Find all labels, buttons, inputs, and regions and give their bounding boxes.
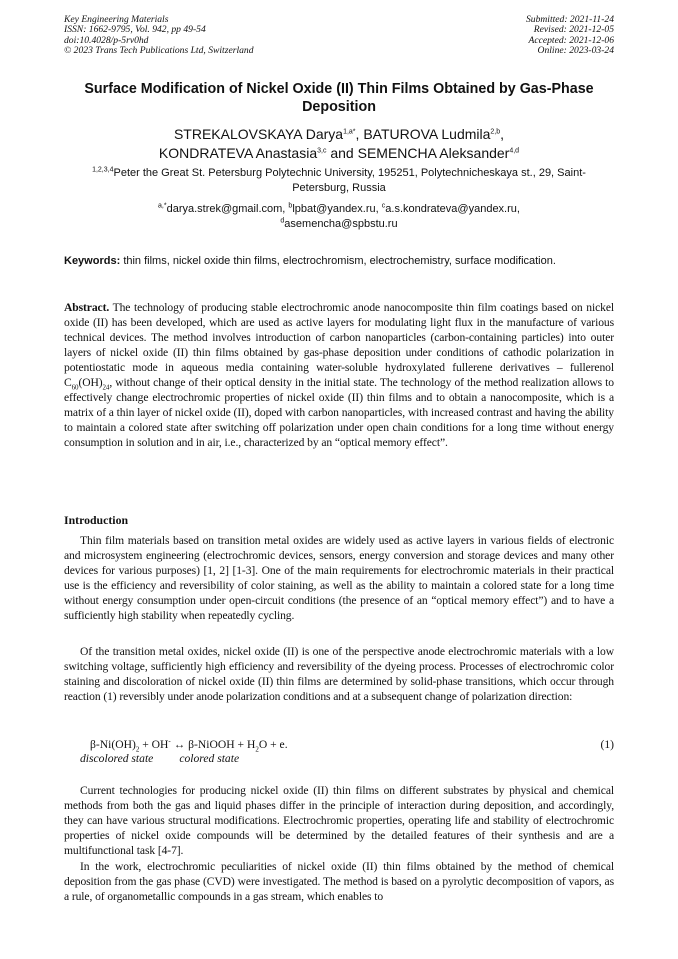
email-mark: c xyxy=(381,202,386,210)
email-mark: d xyxy=(280,216,285,224)
author-name: BATUROVA Ludmila xyxy=(363,126,491,142)
formula-text: (OH) xyxy=(78,376,103,389)
reaction-equation xyxy=(90,738,288,752)
author-name: STREKALOVSKAYA Darya xyxy=(173,126,344,142)
author-emails: $^{a,*}$darya.strek@gmail.com, $^b$lpbat@yandex.ru, $^c$a.s.kondrateva@yandex.ru, $^d$asemencha@spbstu.ru xyxy=(158,202,520,230)
author-separator: , xyxy=(355,126,364,142)
author-affil-mark: 2,b xyxy=(490,128,501,136)
submitted-date: Submitted: 2021-11-24 xyxy=(525,14,614,25)
email-link[interactable]: darya.strek@gmail.com xyxy=(166,203,283,215)
affiliation-mark: 1,2,3,4 xyxy=(92,166,114,174)
formula-subscript: 60 xyxy=(71,383,79,392)
intro-paragraph-3: Current technologies for producing nickel oxide (II) thin films on different substrates by physical and chemical methods from both the gas and liquid phases differ in the principle of interaction during deposition, and accordingly, they can have various structural modifications. Electrochromic properties, operating life and stability of electrochromic properties of nickel oxide compounds will be determined by the detailed features of their synthesis and are a multifunctional task [4-7]. xyxy=(64,784,614,857)
author-name: SEMENCHA Aleksander xyxy=(357,145,510,161)
keywords-label: Keywords: xyxy=(64,255,121,267)
eq-part: + OH xyxy=(139,738,169,751)
journal-name: Key Engineering Materials xyxy=(64,14,169,25)
discolored-state-label: discolored state xyxy=(80,752,154,765)
intro-paragraph-2: Of the transition metal oxides, nickel oxide (II) is one of the perspective anode electrochromic materials with a low switching voltage, sufficiently high efficiency and reversibility of the dyeing process. Processes of electrochromic color staining and discoloration of nickel oxide (II) thin films are determined by solid-phase transitions, which occur through reaction (1) reversibly under anode polarization conditions and at a subsequent change of polarization direction: xyxy=(64,645,614,703)
eq-part: O + e. xyxy=(258,738,288,751)
equation-state-labels xyxy=(80,752,239,766)
introduction-heading: Introduction xyxy=(64,513,129,527)
online-date: Online: 2023-03-24 xyxy=(537,45,614,57)
abstract-text: The technology of producing stable electrochromic anode nanocomposite thin film coatings based on nickel oxide (II) has been developed, which are used as active layers for modulating light flux in the manufacture of various technical devices. The method involves introduction of carbon nanoparticles (carbon-containing particles) into outer layers of nickel oxide (II) thin films obtained by gas-phase deposition under conditions of cathodic polarization in potentiostatic mode in aqueous media containing water-soluble hydroxylated fullerene derivatives – fullerenol C xyxy=(64,301,614,389)
eq-part: ↔ β-NiOOH + H xyxy=(170,738,256,751)
eq-subscript: 2 xyxy=(135,745,140,754)
revised-date: Revised: 2021-12-05 xyxy=(533,24,614,36)
abstract-text-end: , without change of their optical density in the initial state. The technology of the method realization allows to effectively change electrochromic properties of nickel oxide (II) thin films and to obtain a nanocomposite, which is a matrix of a thin layer of nickel oxide (II), doped with carbon nanoparticles, with increased contrast and having the ability to maintain a colored state after switching off polarization under open chain conditions for a long time without energy consumption in solution and in air, i.e., characterized by an “optical memory effect”. xyxy=(64,376,614,449)
eq-part: β-Ni(OH) xyxy=(90,738,136,751)
eq-subscript: 2 xyxy=(255,745,259,754)
keywords-text: thin films, nickel oxide thin films, electrochromism, electrochemistry, surface modification. xyxy=(123,255,556,267)
journal-header-right xyxy=(526,15,614,57)
author-and: and xyxy=(326,145,358,161)
email-link[interactable]: a.s.kondrateva@yandex.ru xyxy=(385,203,517,215)
eq-superscript: - xyxy=(168,737,171,746)
journal-header-left xyxy=(64,15,254,57)
email-link[interactable]: asemencha@spbstu.ru xyxy=(284,217,398,230)
email-mark: a,* xyxy=(158,202,167,210)
doi-line[interactable]: doi:10.4028/p-5rv0hd xyxy=(64,34,149,46)
colored-state-label: colored state xyxy=(179,752,240,765)
equation-number: (1) xyxy=(600,738,614,751)
copyright-line: © 2023 Trans Tech Publications Ltd, Switzerland xyxy=(64,45,254,57)
email-mark: b xyxy=(288,202,293,210)
intro-paragraph-4: In the work, electrochromic peculiarities of nickel oxide (II) thin films obtained by the method of chemical deposition from the gas phase (CVD) were investigated. The method is based on a pyrolytic decomposition of vapors, as a rule, of organometallic compounds in a gas stream, which enables to xyxy=(64,860,614,903)
affiliation xyxy=(64,166,614,195)
author-affil-mark: 1,a* xyxy=(343,128,356,136)
accepted-date: Accepted: 2021-12-06 xyxy=(528,34,614,46)
keywords-section xyxy=(64,254,614,268)
author-affil-mark: 3,c xyxy=(317,147,327,155)
abstract-label: Abstract. xyxy=(64,301,110,314)
affiliation-text: Peter the Great St. Petersburg Polytechnic University, 195251, Polytechnicheskaya st., 29, Saint-Petersburg, Russia xyxy=(113,167,586,194)
author-name: KONDRATEVA Anastasia xyxy=(158,145,318,161)
author-affil-mark: 4,d xyxy=(509,147,520,155)
intro-paragraph-1: Thin film materials based on transition metal oxides are widely used as active layers in various fields of electronic and microsystem engineering (electrochromic devices, sensors, energy conversion and storage devices and many other devices for various purposes) [1, 2] [1-3]. One of the main requirements for electrochromic materials in their practical use is the efficiency and reversibility of color staining, as well as the ability to maintain a colored state for a long time without energy consumption under open-circuit conditions (the presence of an “optical memory effect”) and to have a sufficiently high stability when repeatedly cycling. xyxy=(64,534,614,622)
paper-title: Surface Modification of Nickel Oxide (II) Thin Films Obtained by Gas-Phase Deposition xyxy=(84,81,594,115)
issn-line: ISSN: 1662-9795, Vol. 942, pp 49-54 xyxy=(64,24,206,36)
email-link[interactable]: lpbat@yandex.ru xyxy=(292,203,376,215)
formula-subscript: 24 xyxy=(102,383,110,392)
author-list xyxy=(64,125,614,163)
abstract-paragraph xyxy=(64,300,614,450)
author-separator: , xyxy=(500,126,505,142)
